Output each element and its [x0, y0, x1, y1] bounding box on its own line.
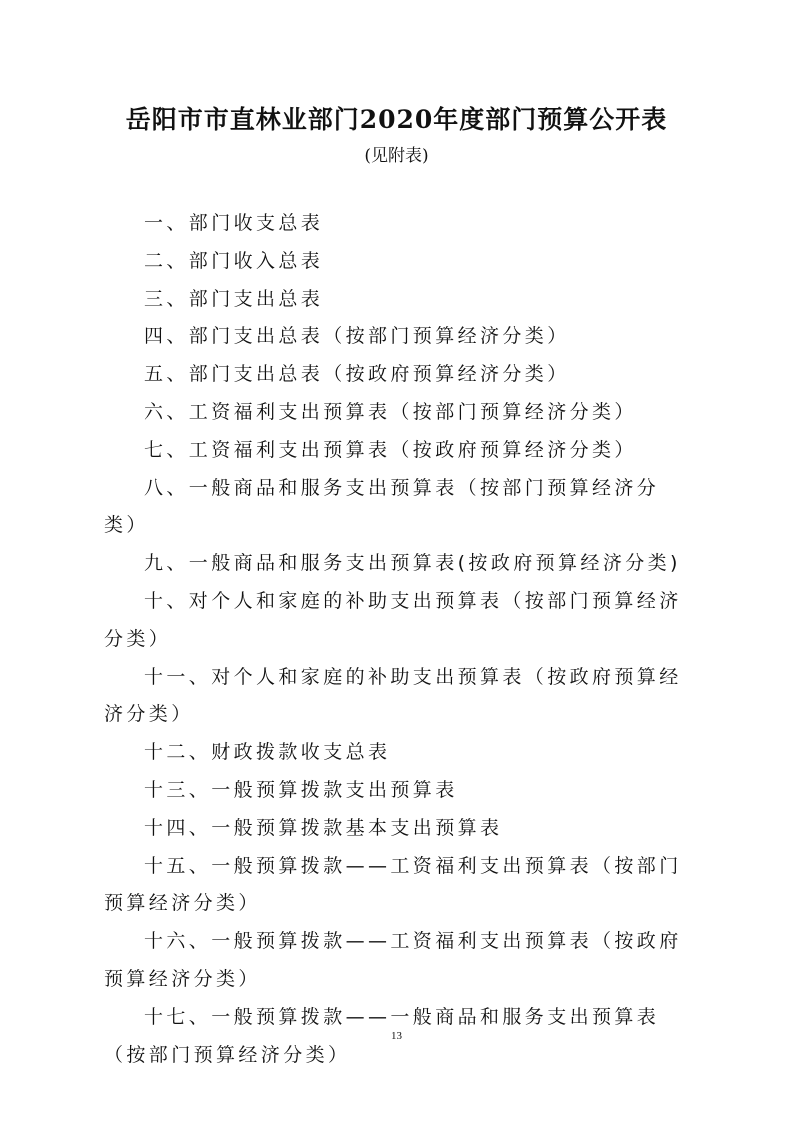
toc-item: 二、部门收入总表: [144, 249, 324, 272]
table-of-contents: [104, 205, 689, 1074]
page-title: 岳阳市市直林业部门2020年度部门预算公开表: [125, 105, 668, 134]
toc-item: 十七、一般预算拨款——一般商品和服务支出预算表（按部门预算经济分类）: [104, 1005, 660, 1066]
page-number: 13: [391, 1030, 402, 1042]
page-subtitle: (见附表): [364, 146, 429, 166]
toc-item: 八、一般商品和服务支出预算表（按部门预算经济分类）: [104, 476, 660, 537]
toc-item: 三、部门支出总表: [144, 287, 324, 310]
toc-item: 十五、一般预算拨款——工资福利支出预算表（按部门预算经济分类）: [104, 854, 682, 915]
toc-item: 十三、一般预算拨款支出预算表: [144, 778, 458, 801]
toc-item: 十、对个人和家庭的补助支出预算表（按部门预算经济分类）: [104, 589, 682, 650]
toc-item: 七、工资福利支出预算表（按政府预算经济分类）: [144, 438, 637, 461]
toc-item: 一、部门收支总表: [144, 212, 324, 234]
toc-item: 六、工资福利支出预算表（按部门预算经济分类）: [144, 400, 637, 423]
toc-item: 十二、财政拨款收支总表: [144, 741, 391, 764]
toc-item: 五、部门支出总表（按政府预算经济分类）: [144, 363, 570, 386]
toc-item: 十一、对个人和家庭的补助支出预算表（按政府预算经济分类）: [104, 665, 682, 726]
toc-item: 九、一般商品和服务支出预算表(按政府预算经济分类): [144, 552, 681, 575]
toc-item: 十六、一般预算拨款——工资福利支出预算表（按政府预算经济分类）: [104, 930, 682, 990]
toc-item: 十四、一般预算拨款基本支出预算表: [144, 816, 503, 839]
toc-item: 四、部门支出总表（按部门预算经济分类）: [144, 325, 570, 348]
